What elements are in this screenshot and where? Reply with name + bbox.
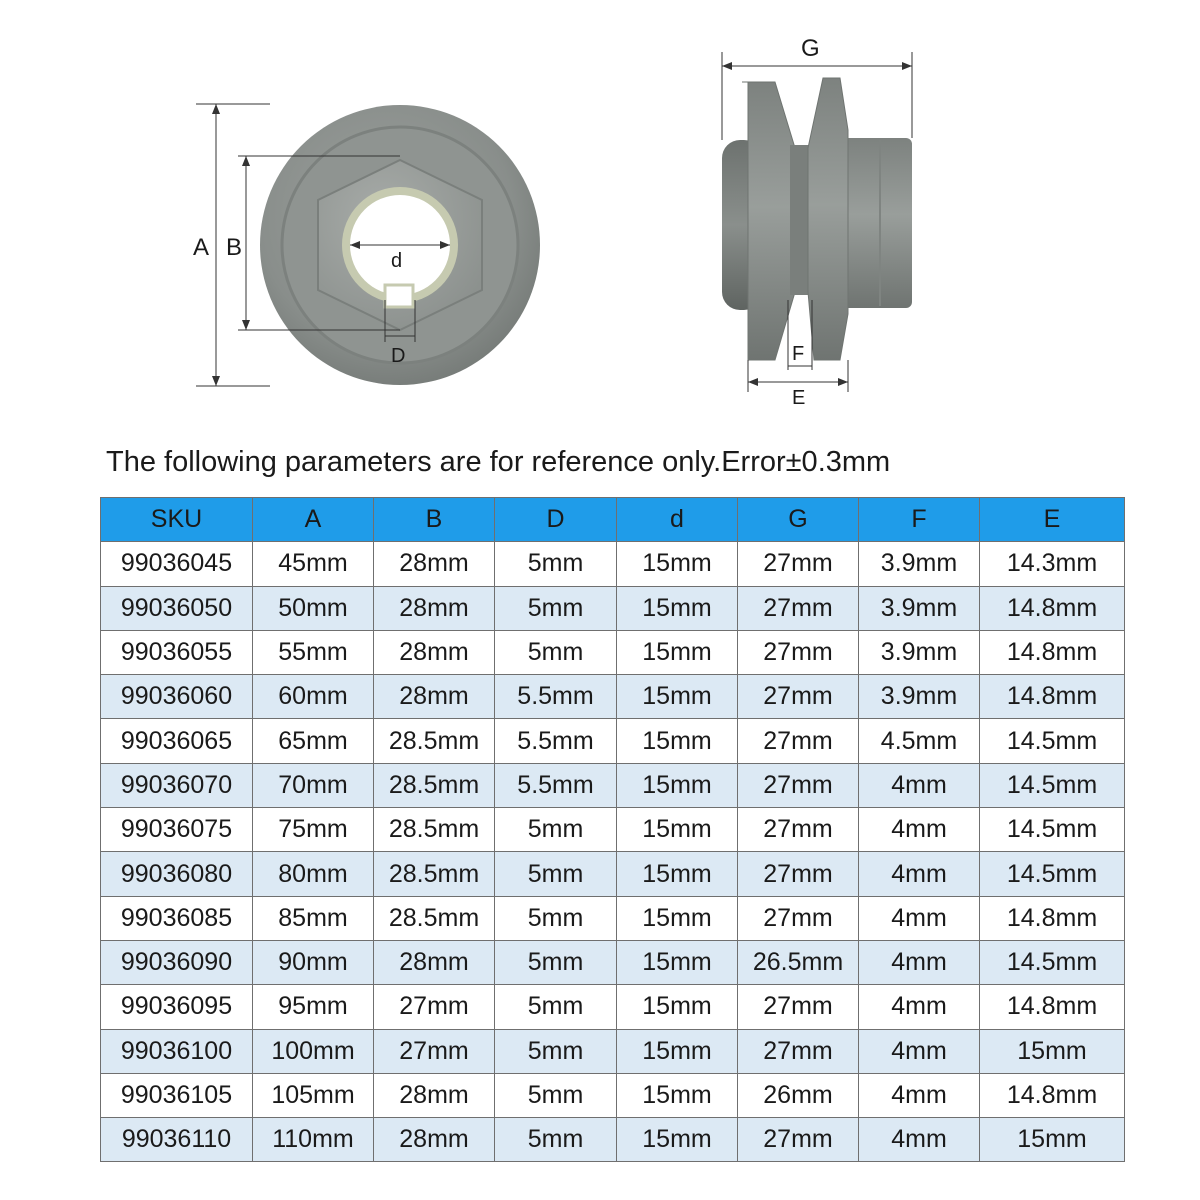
cell-sku: 99036060 [101,675,253,719]
cell-a: 60mm [253,675,374,719]
table-row [101,896,1125,940]
cell-sku: 99036100 [101,1029,253,1073]
cell-d: 5mm [495,1029,617,1073]
label-g: G [801,35,820,62]
cell-b: 28mm [374,542,495,586]
cell-sku: 99036055 [101,630,253,674]
table-header [101,498,1125,542]
cell-b: 28mm [374,1118,495,1162]
cell-f: 3.9mm [859,586,980,630]
label-b: B [226,234,243,261]
column-header-sku: SKU [101,498,253,542]
cell-b: 28mm [374,1073,495,1117]
cell-e: 14.8mm [980,985,1125,1029]
cell-sku: 99036050 [101,586,253,630]
cell-d: 5mm [495,630,617,674]
cell-g: 27mm [738,896,859,940]
label-d-bore: d [391,250,403,272]
cell-g: 27mm [738,763,859,807]
cell-d: 5mm [495,1073,617,1117]
cell-b: 28mm [374,630,495,674]
cell-b: 28.5mm [374,719,495,763]
cell-e: 15mm [980,1029,1125,1073]
cell-a: 95mm [253,985,374,1029]
cell-d: 5.5mm [495,763,617,807]
side-belt-groove [790,145,810,295]
cell-d: 15mm [617,1073,738,1117]
cell-g: 27mm [738,542,859,586]
cell-f: 3.9mm [859,630,980,674]
cell-g: 27mm [738,985,859,1029]
cell-d: 15mm [617,542,738,586]
cell-e: 14.5mm [980,852,1125,896]
cell-f: 3.9mm [859,675,980,719]
cell-d: 15mm [617,896,738,940]
cell-sku: 99036065 [101,719,253,763]
cell-a: 55mm [253,630,374,674]
cell-d: 15mm [617,940,738,984]
column-header-e: E [980,498,1125,542]
cell-sku: 99036110 [101,1118,253,1162]
table-row [101,1029,1125,1073]
side-view [722,35,912,409]
side-right-flange [808,78,848,360]
column-header-g: G [738,498,859,542]
cell-g: 27mm [738,808,859,852]
table-row [101,719,1125,763]
cell-d: 5mm [495,542,617,586]
column-header-d: d [617,498,738,542]
cell-e: 14.8mm [980,896,1125,940]
side-left-flange [742,82,795,360]
cell-g: 27mm [738,1118,859,1162]
cell-d: 15mm [617,586,738,630]
table-row [101,1073,1125,1117]
front-view [193,104,540,386]
table-row [101,630,1125,674]
cell-b: 28mm [374,675,495,719]
cell-e: 14.8mm [980,675,1125,719]
keyway-slot [385,285,413,307]
cell-sku: 99036070 [101,763,253,807]
cell-b: 28.5mm [374,852,495,896]
cell-g: 27mm [738,586,859,630]
column-header-a: A [253,498,374,542]
spec-table [100,497,1125,1162]
cell-sku: 99036075 [101,808,253,852]
table-row [101,985,1125,1029]
table-row [101,1118,1125,1162]
cell-d: 5mm [495,940,617,984]
cell-f: 4mm [859,1118,980,1162]
cell-d: 15mm [617,1029,738,1073]
table-row [101,542,1125,586]
table-row [101,675,1125,719]
cell-d: 15mm [617,1118,738,1162]
table-row [101,940,1125,984]
cell-a: 90mm [253,940,374,984]
cell-d: 5mm [495,896,617,940]
table-row [101,586,1125,630]
cell-d: 15mm [617,808,738,852]
cell-a: 75mm [253,808,374,852]
cell-g: 27mm [738,630,859,674]
cell-f: 4mm [859,852,980,896]
column-header-f: F [859,498,980,542]
cell-e: 14.5mm [980,940,1125,984]
side-hub [840,138,912,308]
label-e: E [792,387,806,409]
cell-d: 5mm [495,1118,617,1162]
cell-f: 4mm [859,808,980,852]
header-row [101,498,1125,542]
cell-d: 5mm [495,808,617,852]
cell-b: 28.5mm [374,763,495,807]
cell-d: 15mm [617,763,738,807]
table-body [101,542,1125,1162]
cell-a: 45mm [253,542,374,586]
cell-f: 4mm [859,940,980,984]
table-row [101,808,1125,852]
cell-a: 105mm [253,1073,374,1117]
cell-b: 28mm [374,940,495,984]
cell-f: 4mm [859,896,980,940]
cell-b: 28.5mm [374,808,495,852]
label-f: F [792,343,805,365]
cell-sku: 99036085 [101,896,253,940]
cell-f: 4mm [859,985,980,1029]
cell-sku: 99036045 [101,542,253,586]
cell-d: 15mm [617,719,738,763]
cell-f: 3.9mm [859,542,980,586]
cell-d: 15mm [617,675,738,719]
cell-g: 26mm [738,1073,859,1117]
cell-b: 27mm [374,985,495,1029]
cell-sku: 99036095 [101,985,253,1029]
cell-f: 4mm [859,763,980,807]
cell-f: 4.5mm [859,719,980,763]
cell-sku: 99036090 [101,940,253,984]
cell-d: 5mm [495,985,617,1029]
cell-sku: 99036105 [101,1073,253,1117]
cell-a: 80mm [253,852,374,896]
cell-e: 14.3mm [980,542,1125,586]
cell-d: 15mm [617,985,738,1029]
cell-f: 4mm [859,1073,980,1117]
cell-e: 14.5mm [980,719,1125,763]
cell-a: 85mm [253,896,374,940]
cell-d: 5mm [495,852,617,896]
column-header-d: D [495,498,617,542]
cell-d: 5.5mm [495,719,617,763]
cell-sku: 99036080 [101,852,253,896]
cell-e: 15mm [980,1118,1125,1162]
cell-b: 28.5mm [374,896,495,940]
cell-a: 100mm [253,1029,374,1073]
label-d-keyway: D [391,345,406,367]
cell-e: 14.8mm [980,586,1125,630]
label-a: A [193,234,210,261]
cell-a: 110mm [253,1118,374,1162]
cell-e: 14.8mm [980,1073,1125,1117]
cell-f: 4mm [859,1029,980,1073]
table-row [101,852,1125,896]
cell-g: 26.5mm [738,940,859,984]
reference-note: The following parameters are for reference only.Error±0.3mm [106,446,891,478]
cell-g: 27mm [738,1029,859,1073]
cell-d: 15mm [617,852,738,896]
cell-g: 27mm [738,719,859,763]
cell-e: 14.8mm [980,630,1125,674]
cell-b: 27mm [374,1029,495,1073]
column-header-b: B [374,498,495,542]
cell-e: 14.5mm [980,763,1125,807]
cell-d: 15mm [617,630,738,674]
cell-a: 50mm [253,586,374,630]
cell-b: 28mm [374,586,495,630]
cell-a: 70mm [253,763,374,807]
cell-g: 27mm [738,675,859,719]
cell-d: 5mm [495,586,617,630]
table-row [101,763,1125,807]
cell-e: 14.5mm [980,808,1125,852]
pulley-dimension-diagram [0,0,1200,440]
cell-d: 5.5mm [495,675,617,719]
cell-g: 27mm [738,852,859,896]
cell-a: 65mm [253,719,374,763]
